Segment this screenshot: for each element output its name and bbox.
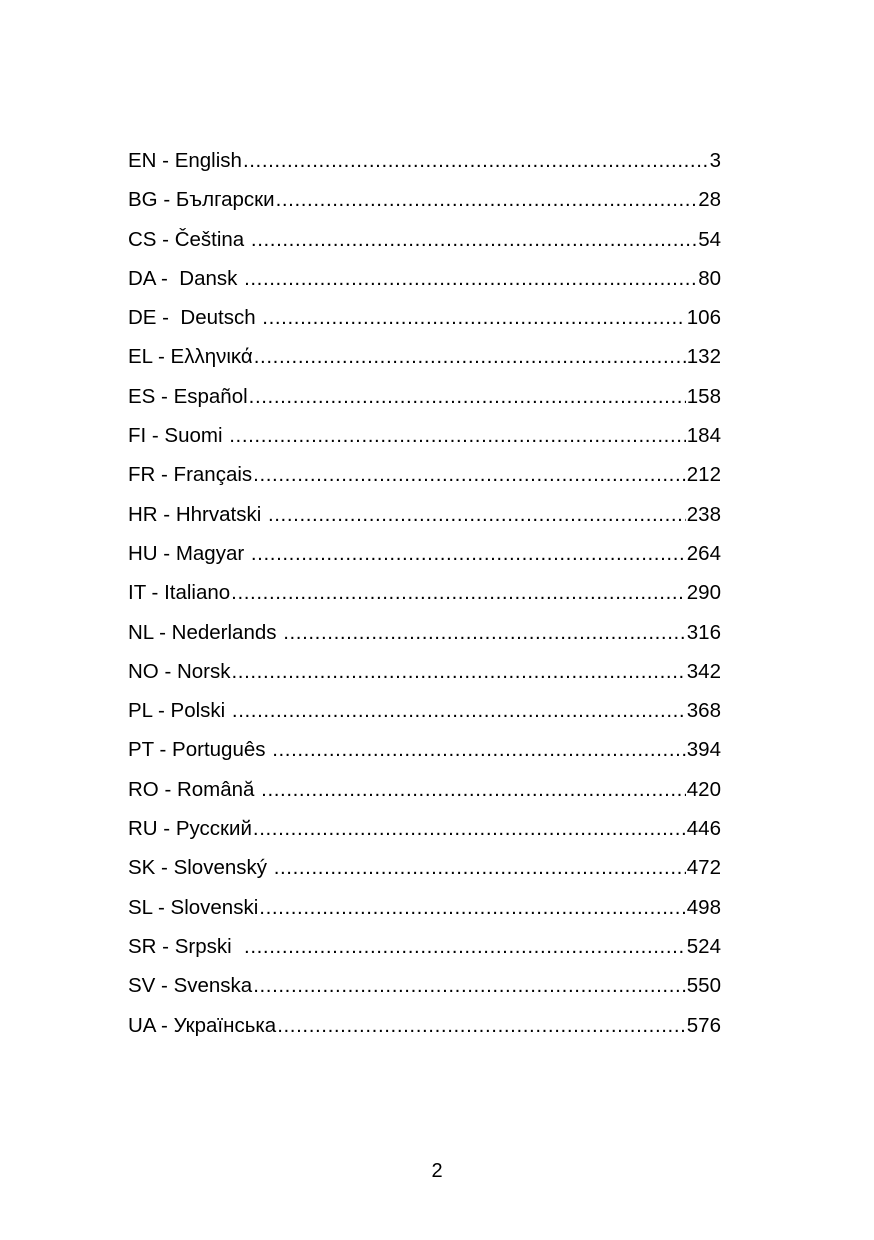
toc-entry-label: UA - Українська: [128, 1013, 277, 1037]
toc-entry-page: 524: [686, 934, 721, 958]
toc-entry-label: DA - Dansk: [128, 266, 244, 290]
toc-entry-label: FR - Français: [128, 463, 253, 487]
toc-entry-es: [128, 381, 721, 420]
toc-entry-el: [128, 341, 721, 380]
toc-entry-nl: [128, 617, 721, 656]
toc-dot-leader: [259, 892, 686, 924]
toc-entry-label: PL - Polski: [128, 699, 231, 723]
toc-dot-leader: [232, 656, 686, 688]
toc-entry-page: 54: [698, 227, 721, 251]
toc-entry-label: DE - Deutsch: [128, 306, 262, 330]
toc-entry-hr: [128, 499, 721, 538]
toc-entry-label: SL - Slovenski: [128, 895, 259, 919]
toc-entry-en: [128, 145, 721, 184]
toc-dot-leader: [277, 1010, 686, 1042]
toc-entry-pl: [128, 695, 721, 734]
table-of-contents: [128, 145, 721, 1049]
toc-entry-it: [128, 577, 721, 616]
toc-dot-leader: [251, 224, 697, 256]
toc-entry-sv: [128, 970, 721, 1009]
toc-dot-leader: [244, 931, 686, 963]
toc-dot-leader: [244, 263, 697, 295]
toc-dot-leader: [268, 499, 686, 531]
toc-entry-page: 132: [686, 345, 721, 369]
toc-dot-leader: [253, 813, 686, 845]
toc-dot-leader: [243, 145, 709, 177]
toc-entry-page: 3: [709, 149, 721, 172]
toc-entry-label: RO - Română: [128, 777, 261, 801]
toc-dot-leader: [272, 734, 686, 766]
toc-entry-label: PT - Português: [128, 738, 272, 762]
toc-dot-leader: [276, 184, 698, 216]
toc-entry-page: 420: [686, 777, 721, 801]
toc-entry-de: [128, 302, 721, 341]
toc-entry-fr: [128, 459, 721, 498]
toc-dot-leader: [232, 695, 686, 727]
toc-entry-label: RU - Русский: [128, 817, 252, 841]
toc-dot-leader: [253, 970, 686, 1002]
toc-entry-cs: [128, 224, 721, 263]
toc-entry-page: 212: [686, 463, 721, 487]
toc-entry-page: 446: [686, 817, 721, 841]
toc-entry-page: 316: [686, 620, 721, 644]
toc-entry-label: HU - Magyar: [128, 541, 250, 565]
toc-entry-label: NO - Norsk: [128, 659, 231, 683]
page-number: 2: [431, 1160, 443, 1182]
toc-entry-fi: [128, 420, 721, 459]
toc-entry-ua: [128, 1010, 721, 1049]
toc-dot-leader: [231, 577, 686, 609]
toc-entry-label: HR - Hhrvatski: [128, 502, 267, 526]
toc-entry-page: 238: [686, 502, 721, 526]
toc-entry-label: EL - Ελληνικά: [128, 345, 253, 369]
toc-entry-page: 264: [686, 541, 721, 565]
toc-entry-label: FI - Suomi: [128, 424, 229, 448]
toc-entry-page: 184: [686, 424, 721, 448]
toc-entry-page: 290: [686, 581, 721, 605]
toc-entry-da: [128, 263, 721, 302]
toc-dot-leader: [229, 420, 686, 452]
toc-entry-label: NL - Nederlands: [128, 620, 283, 644]
toc-dot-leader: [249, 381, 686, 413]
toc-dot-leader: [283, 617, 686, 649]
toc-entry-label: SV - Svenska: [128, 974, 253, 998]
toc-entry-pt: [128, 734, 721, 773]
toc-entry-page: 576: [686, 1013, 721, 1037]
toc-dot-leader: [253, 459, 686, 491]
toc-entry-page: 394: [686, 738, 721, 762]
toc-entry-label: EN - English: [128, 149, 242, 172]
toc-dot-leader: [262, 302, 685, 334]
toc-entry-page: 28: [698, 188, 721, 212]
toc-entry-page: 106: [686, 306, 721, 330]
toc-entry-page: 498: [686, 895, 721, 919]
toc-entry-hu: [128, 538, 721, 577]
toc-entry-ru: [128, 813, 721, 852]
toc-entry-label: IT - Italiano: [128, 581, 231, 605]
toc-entry-page: 80: [698, 266, 721, 290]
toc-entry-page: 550: [686, 974, 721, 998]
toc-entry-label: CS - Čeština: [128, 227, 250, 251]
toc-entry-label: BG - Български: [128, 188, 275, 212]
toc-entry-page: 342: [686, 659, 721, 683]
toc-entry-bg: [128, 184, 721, 223]
toc-entry-label: SK - Slovenský: [128, 856, 273, 880]
toc-dot-leader: [251, 538, 686, 570]
toc-entry-page: 368: [686, 699, 721, 723]
toc-entry-sr: [128, 931, 721, 970]
toc-dot-leader: [254, 341, 686, 373]
toc-entry-sl: [128, 892, 721, 931]
toc-entry-no: [128, 656, 721, 695]
toc-entry-label: SR - Srpski: [128, 934, 244, 958]
toc-entry-sk: [128, 852, 721, 891]
toc-entry-ro: [128, 774, 721, 813]
toc-entry-page: 472: [686, 856, 721, 880]
toc-entry-page: 158: [686, 384, 721, 408]
toc-dot-leader: [274, 852, 686, 884]
toc-entry-label: ES - Español: [128, 384, 248, 408]
toc-dot-leader: [261, 774, 686, 806]
